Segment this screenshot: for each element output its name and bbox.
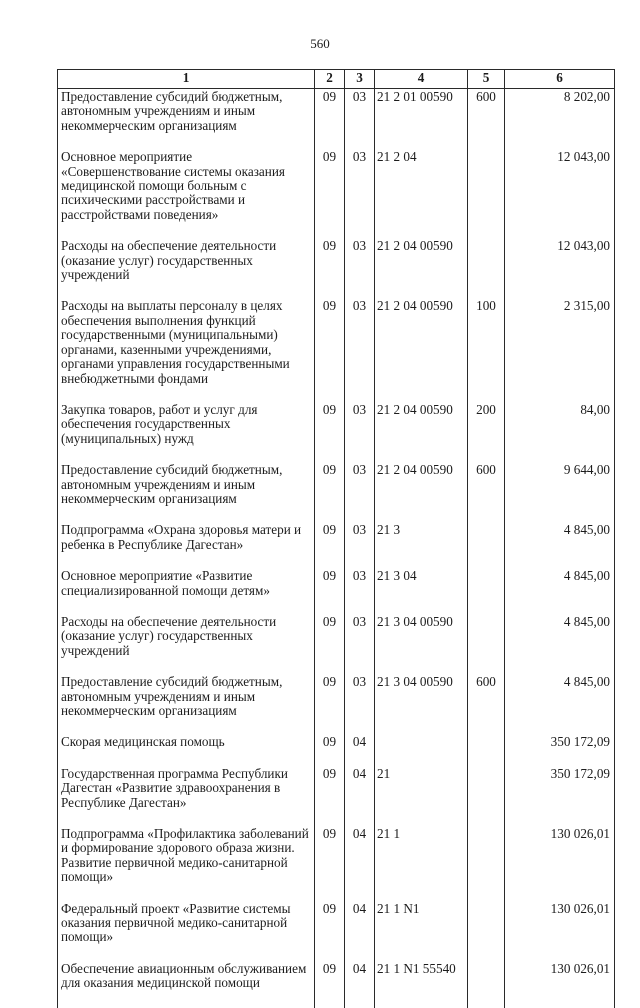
section-code-cell: 09 [315,89,345,151]
expense-type-cell [468,902,505,962]
target-article-cell: 21 2 04 00590 [375,463,468,523]
table-row [58,735,615,766]
table-body [58,89,615,1008]
expense-name-cell: Расходы на обеспечение деятельности (оказание услуг) государственных учреждений [58,239,315,299]
page-number: 560 [310,36,330,51]
expense-type-cell: 600 [468,463,505,523]
expense-name-cell: Основное мероприятие «Совершенствование системы оказания медицинской помощи больным с психическими расстройствами и расстройствами поведения» [58,150,315,239]
target-article-cell: 21 3 [375,523,468,569]
table-row [58,239,615,299]
expense-name-cell: Предоставление субсидий бюджетным, автономным учреждениям и иным некоммерческим организациям [58,463,315,523]
amount-cell: 130 026,01 [505,827,615,902]
expense-type-cell [468,150,505,239]
target-article-cell: 21 2 04 [375,150,468,239]
target-article-cell [375,735,468,766]
expense-type-cell: 200 [468,403,505,463]
column-header: 5 [468,70,505,89]
expense-name-cell: Скорая медицинская помощь [58,735,315,766]
expense-name-cell: Расходы на выплаты персоналу в целях обеспечения выполнения функций государственными (муниципальными) органами, казенными учреждениями, органами управления государственными внебюджетными фондами [58,299,315,402]
subsection-code-cell: 03 [345,463,375,523]
subsection-code-cell: 03 [345,299,375,402]
subsection-code-cell: 03 [345,150,375,239]
target-article-cell: 21 3 04 00590 [375,615,468,675]
column-header: 3 [345,70,375,89]
subsection-code-cell: 03 [345,239,375,299]
section-code-cell: 09 [315,827,345,902]
expense-type-cell [468,962,505,1008]
subsection-code-cell: 04 [345,962,375,1008]
column-header: 1 [58,70,315,89]
section-code-cell: 09 [315,675,345,735]
subsection-code-cell: 03 [345,89,375,151]
section-code-cell: 09 [315,962,345,1008]
section-code-cell: 09 [315,403,345,463]
column-header: 4 [375,70,468,89]
section-code-cell: 09 [315,463,345,523]
expense-type-cell [468,767,505,827]
expense-type-cell [468,569,505,615]
table-row [58,962,615,1008]
amount-cell: 84,00 [505,403,615,463]
amount-cell: 4 845,00 [505,675,615,735]
table-row [58,569,615,615]
subsection-code-cell: 03 [345,675,375,735]
section-code-cell: 09 [315,615,345,675]
column-header: 2 [315,70,345,89]
expense-name-cell: Государственная программа Республики Дагестан «Развитие здравоохранения в Республике Дагестан» [58,767,315,827]
expense-type-cell: 600 [468,89,505,151]
amount-cell: 130 026,01 [505,902,615,962]
amount-cell: 12 043,00 [505,150,615,239]
subsection-code-cell: 03 [345,569,375,615]
expense-name-cell: Основное мероприятие «Развитие специализированной помощи детям» [58,569,315,615]
subsection-code-cell: 04 [345,827,375,902]
table-header-row [58,70,615,89]
amount-cell: 4 845,00 [505,615,615,675]
expense-name-cell: Предоставление субсидий бюджетным, автономным учреждениям и иным некоммерческим организациям [58,89,315,151]
expense-type-cell [468,523,505,569]
section-code-cell: 09 [315,523,345,569]
section-code-cell: 09 [315,767,345,827]
amount-cell: 4 845,00 [505,569,615,615]
expense-name-cell: Подпрограмма «Охрана здоровья матери и ребенка в Республике Дагестан» [58,523,315,569]
table-row [58,615,615,675]
subsection-code-cell: 04 [345,902,375,962]
expense-name-cell: Закупка товаров, работ и услуг для обеспечения государственных (муниципальных) нужд [58,403,315,463]
section-code-cell: 09 [315,902,345,962]
amount-cell: 9 644,00 [505,463,615,523]
target-article-cell: 21 1 N1 [375,902,468,962]
table-row [58,150,615,239]
section-code-cell: 09 [315,569,345,615]
amount-cell: 130 026,01 [505,962,615,1008]
expense-type-cell: 100 [468,299,505,402]
table-row [58,299,615,402]
section-code-cell: 09 [315,299,345,402]
target-article-cell: 21 2 04 00590 [375,239,468,299]
target-article-cell: 21 2 04 00590 [375,403,468,463]
amount-cell: 4 845,00 [505,523,615,569]
column-header: 6 [505,70,615,89]
amount-cell: 2 315,00 [505,299,615,402]
expense-type-cell [468,827,505,902]
table-row [58,902,615,962]
table-row [58,767,615,827]
amount-cell: 350 172,09 [505,767,615,827]
subsection-code-cell: 04 [345,767,375,827]
expense-name-cell: Предоставление субсидий бюджетным, автономным учреждениям и иным некоммерческим организациям [58,675,315,735]
subsection-code-cell: 03 [345,523,375,569]
target-article-cell: 21 2 01 00590 [375,89,468,151]
table-row [58,403,615,463]
expense-name-cell: Федеральный проект «Развитие системы оказания первичной медико-санитарной помощи» [58,902,315,962]
expense-type-cell [468,239,505,299]
section-code-cell: 09 [315,735,345,766]
target-article-cell: 21 2 04 00590 [375,299,468,402]
section-code-cell: 09 [315,150,345,239]
target-article-cell: 21 [375,767,468,827]
table-row [58,89,615,151]
subsection-code-cell: 03 [345,403,375,463]
expense-name-cell: Расходы на обеспечение деятельности (оказание услуг) государственных учреждений [58,615,315,675]
amount-cell: 350 172,09 [505,735,615,766]
amount-cell: 12 043,00 [505,239,615,299]
section-code-cell: 09 [315,239,345,299]
target-article-cell: 21 1 N1 55540 [375,962,468,1008]
amount-cell: 8 202,00 [505,89,615,151]
table-row [58,675,615,735]
subsection-code-cell: 03 [345,615,375,675]
table-row [58,523,615,569]
table-row [58,463,615,523]
target-article-cell: 21 3 04 00590 [375,675,468,735]
expense-name-cell: Обеспечение авиационным обслуживанием для оказания медицинской помощи [58,962,315,1008]
expense-type-cell [468,615,505,675]
expense-name-cell: Подпрограмма «Профилактика заболеваний и формирование здорового образа жизни. Развитие первичной медико-санитарной помощи» [58,827,315,902]
subsection-code-cell: 04 [345,735,375,766]
budget-table [57,69,615,1008]
target-article-cell: 21 1 [375,827,468,902]
expense-type-cell [468,735,505,766]
expense-type-cell: 600 [468,675,505,735]
table-row [58,827,615,902]
target-article-cell: 21 3 04 [375,569,468,615]
